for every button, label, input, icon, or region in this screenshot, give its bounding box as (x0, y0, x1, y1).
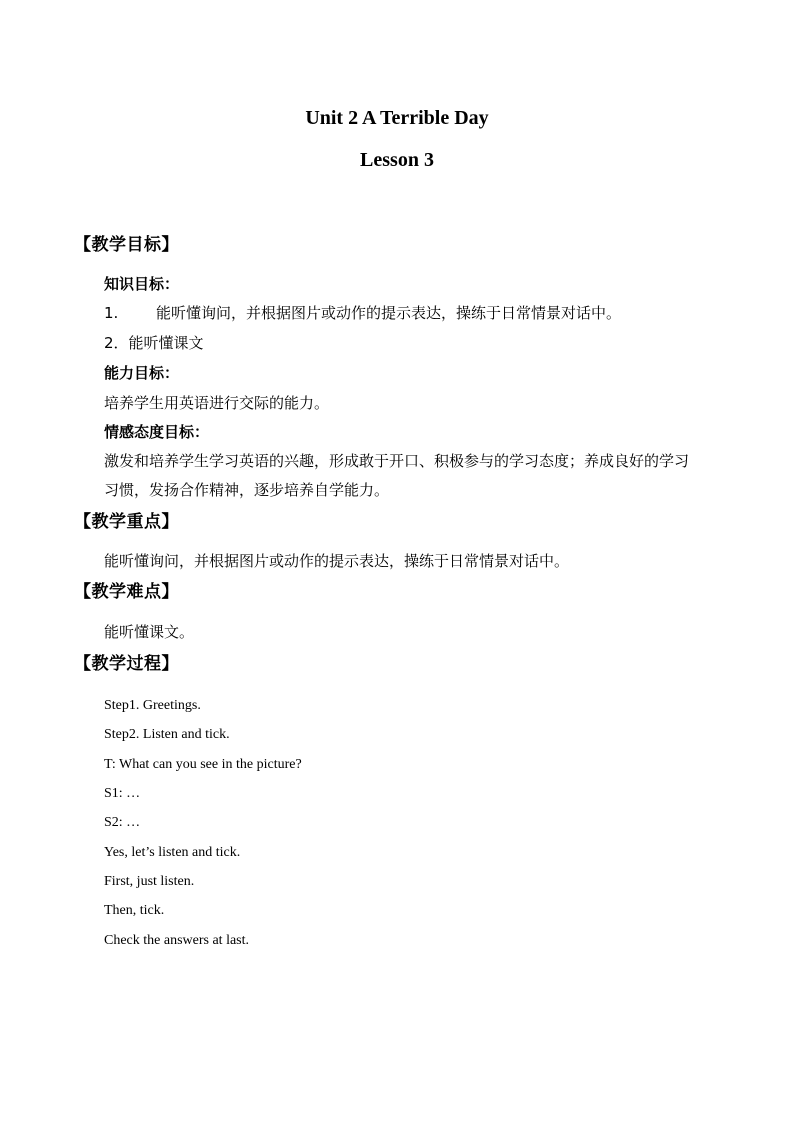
process-step: S2: … (104, 815, 141, 830)
process-step: Step1. Greetings. (104, 698, 201, 713)
knowledge-goal-item-2: 2．能听懂课文 (104, 334, 204, 352)
emotion-goal-label: 情感态度目标： (104, 423, 210, 441)
key-points-text: 能听懂询问，并根据图片或动作的提示表达，操练于日常情景对话中。 (104, 552, 570, 570)
document-title: Unit 2 A Terrible Day (305, 107, 489, 129)
emotion-goal-line-1: 激发和培养学生学习英语的兴趣，形成敢于开口、积极参与的学习态度；养成良好的学习 (104, 452, 690, 470)
ability-goal-text: 培养学生用英语进行交际的能力。 (104, 394, 330, 412)
list-text: 能听懂询问，并根据图片或动作的提示表达，操练于日常情景对话中。 (156, 304, 622, 322)
process-step: Then, tick. (104, 903, 165, 918)
section-heading-objectives: 【教学目标】 (74, 235, 179, 255)
section-heading-process: 【教学过程】 (74, 654, 179, 674)
process-step: Yes, let’s listen and tick. (104, 845, 241, 860)
process-step: Check the answers at last. (104, 933, 250, 948)
section-heading-difficulties: 【教学难点】 (74, 582, 179, 602)
process-step: First, just listen. (104, 874, 195, 889)
emotion-goal-text (104, 447, 734, 505)
process-step: S1: … (104, 786, 141, 801)
emotion-goal-line-2: 习惯，发扬合作精神，逐步培养自学能力。 (104, 481, 390, 499)
process-step: Step2. Listen and tick. (104, 727, 230, 742)
document-subtitle: Lesson 3 (360, 149, 434, 171)
ability-goal-label: 能力目标： (104, 364, 180, 382)
list-number: 1. (104, 304, 119, 322)
section-heading-key-points: 【教学重点】 (74, 512, 179, 532)
difficulties-text: 能听懂课文。 (104, 623, 195, 641)
process-step: T: What can you see in the picture? (104, 757, 302, 772)
knowledge-goal-item-1 (104, 303, 621, 323)
knowledge-goal-label: 知识目标： (104, 275, 180, 293)
